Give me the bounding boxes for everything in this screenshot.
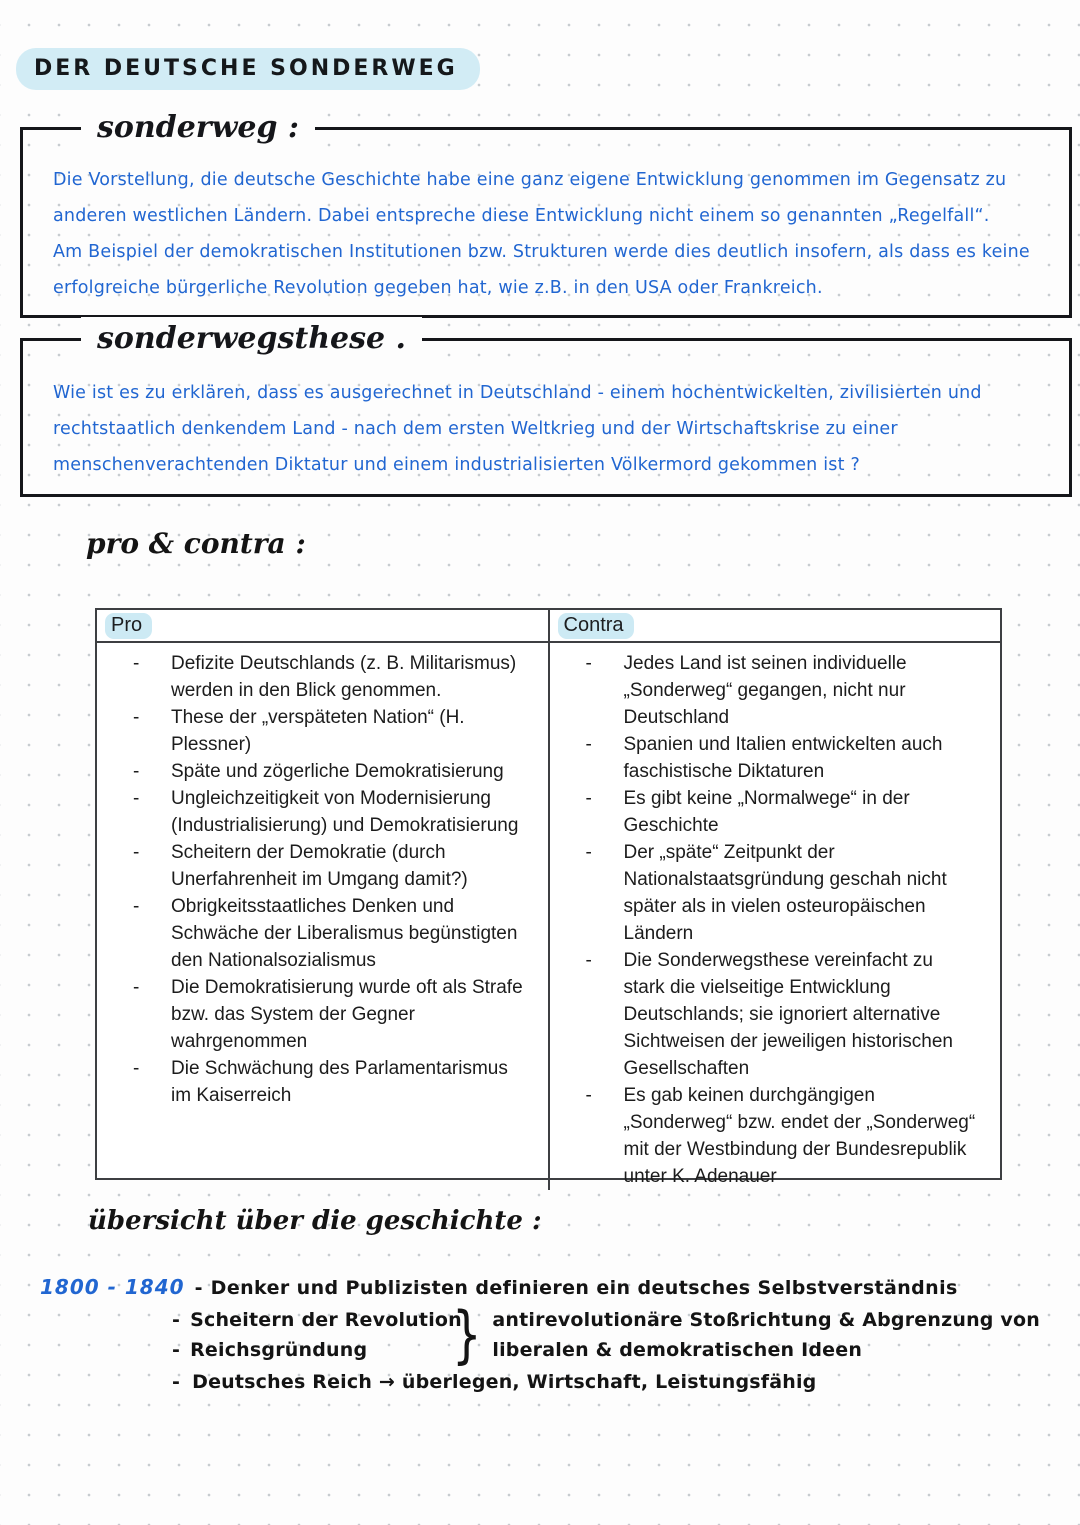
pro-list-item [119,974,542,1055]
pro-cell [97,643,550,1190]
sonderweg-paragraph-2: Am Beispiel der demokratischen Institutionen bzw. Strukturen werde dies deutlich insofern, als dass es keine erfolgreiche bürgerliche Revolution gegeben hat, wie z.B. in den USA oder Frankreich. [53,242,1030,298]
pro-list-item [119,1055,542,1109]
history-overview-heading: übersicht über die geschichte : [88,1206,542,1236]
contra-item-text: - Die Sonderwegsthese vereinfacht zu stark die vielseitige Entwicklung Deutschlands; sie ignoriert alternative Sichtweisen der jeweiligen historischen Gesellschaften [623,950,954,1079]
contra-list-item [572,731,995,785]
pro-header-cell [97,610,550,641]
sonderwegsthese-box [20,321,1072,497]
contra-item-text: - Jedes Land ist seinen individuelle „Sonderweg“ gegangen, nicht nur Deutschland [623,653,907,728]
contra-list-item [572,1082,995,1190]
timeline-row-1 [40,1272,1040,1303]
pro-list-item [119,650,542,704]
history-timeline [40,1272,1040,1397]
contra-list [572,650,995,1190]
sonderweg-definition-box [20,110,1072,318]
contra-header-cell [550,610,1001,641]
pro-list-item [119,893,542,974]
curly-brace [452,1305,482,1365]
table-header-row [97,610,1000,643]
table-body-row [97,643,1000,1190]
pro-list-item [119,839,542,893]
sonderwegsthese-paragraph: Wie ist es zu erklären, dass es ausgerechnet in Deutschland - einem hochentwickelten, zivilisierten und rechtstaatlich denkendem Land - nach dem ersten Weltkrieg und der Wirtschaftskrise zu einer menschenverachtenden Diktatur und einem industrialisierten Völkermord gekommen ist ? [53,383,982,475]
contra-list-item [572,785,995,839]
pro-list [119,650,542,1109]
brace-left-item-2: - Reichsgründung [172,1335,447,1365]
pro-list-item [119,758,542,785]
sonderweg-box-label: sonderweg : [81,106,315,150]
pro-item-text: - Die Demokratisierung wurde oft als Strafe bzw. das System der Gegner wahrgenommen [171,977,523,1052]
timeline-dash: - [194,1277,203,1299]
sonderwegsthese-box-text [23,341,1069,483]
brace-right-item-1: antirevolutionäre Stoßrichtung & Abgrenzung von [492,1309,1040,1331]
brace-left-items [172,1305,462,1365]
page-title: DER DEUTSCHE SONDERWEG [16,48,480,90]
pro-item-text: - Die Schwächung des Parlamentarismus im Kaiserreich [171,1058,508,1106]
contra-list-item [572,650,995,731]
contra-item-text: - Der „späte“ Zeitpunkt der Nationalstaatsgründung geschah nicht später als in vielen osteuropäischen Ländern [623,842,947,944]
brace-right-items [492,1305,1040,1365]
pro-item-text: - Defizite Deutschlands (z. B. Militarismus) werden in den Blick genommen. [171,653,517,701]
pro-contra-heading: pro & contra : [86,527,306,560]
contra-list-item [572,839,995,947]
pro-item-text: - These der „verspäteten Nation“ (H. Plessner) [171,707,465,755]
pro-list-item [119,785,542,839]
timeline-row-4: - Deutsches Reich → überlegen, Wirtschaft, Leistungsfähig [172,1367,1040,1397]
contra-list-item [572,947,995,1082]
pro-item-text: - Scheitern der Demokratie (durch Unerfahrenheit im Umgang damit?) [171,842,468,890]
sonderweg-box-text [23,130,1069,306]
pro-contra-table [95,608,1002,1187]
contra-item-text: - Es gab keinen durchgängigen „Sonderweg“ bzw. endet der „Sonderweg“ mit der Westbindung der Bundesrepublik unter K. Adenauer [623,1085,976,1187]
contra-item-text: - Spanien und Italien entwickelten auch faschistische Diktaturen [623,734,943,782]
contra-header-label: Contra [558,613,634,639]
pro-list-item [119,704,542,758]
brace-right-item-2: liberalen & demokratischen Ideen [492,1339,863,1361]
sonderweg-paragraph-1: Die Vorstellung, die deutsche Geschichte habe eine ganz eigene Entwicklung genommen im Gegensatz zu anderen westlichen Ländern. Dabei entspreche diese Entwicklung nicht einem so genannten „Regelfall“. [53,170,1007,226]
pro-header-label: Pro [105,613,152,639]
timeline-brace-group [172,1305,1040,1365]
timeline-period: 1800 - 1840 [40,1275,185,1299]
pro-item-text: - Ungleichzeitigkeit von Modernisierung (Industrialisierung) und Demokratisierung [171,788,519,836]
sonderwegsthese-box-label: sonderwegsthese . [81,317,422,361]
brace-left-item-1: - Scheitern der Revolution [172,1305,447,1335]
pro-item-text: - Späte und zögerliche Demokratisierung [171,761,504,782]
contra-cell [550,643,1001,1190]
timeline-line1-text: Denker und Publizisten definieren ein deutsches Selbstverständnis [210,1277,958,1299]
contra-item-text: - Es gibt keine „Normalwege“ in der Geschichte [623,788,910,836]
pro-item-text: - Obrigkeitsstaatliches Denken und Schwäche der Liberalismus begünstigten den Nationalsozialismus [171,896,518,971]
